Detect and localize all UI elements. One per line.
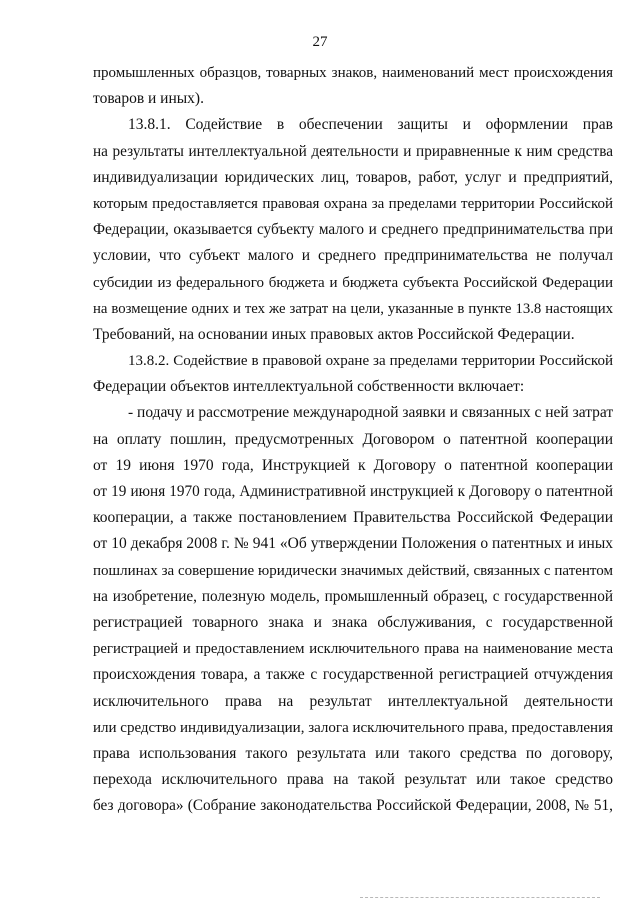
text-line: на возмещение одних и тех же затрат на цели, указанные в пункте 13.8 настоящих bbox=[93, 300, 613, 317]
page-number: 27 bbox=[312, 34, 328, 50]
text-line: Федерации объектов интеллектуальной собственности включает: bbox=[93, 378, 525, 396]
text-line: регистрацией товарного знака и знака обслуживания, с государственной bbox=[93, 613, 613, 631]
text-line: перехода исключительного права на такой результат или такое средство bbox=[93, 771, 613, 789]
text-line: кооперации, а также постановлением Правительства Российской Федерации bbox=[93, 509, 613, 527]
text-line: исключительного права на результат интеллектуальной деятельности bbox=[93, 692, 613, 710]
text-line: 13.8.1. Содействие в обеспечении защиты и оформлении прав bbox=[128, 116, 613, 134]
text-line: происхождения товара, а также с государственной регистрацией отчуждения bbox=[93, 666, 613, 684]
text-line: от 19 июня 1970 года, Административной инструкцией к Договору о патентной bbox=[93, 483, 613, 500]
text-line: которым предоставляется правовая охрана за пределами территории Российской bbox=[93, 195, 613, 212]
text-line: или средство индивидуализации, залога исключительного права, предоставления bbox=[93, 719, 613, 736]
text-line: от 10 декабря 2008 г. № 941 «Об утверждении Положения о патентных и иных bbox=[93, 535, 613, 553]
text-line: субсидии из федерального бюджета и бюджета субъекта Российской Федерации bbox=[93, 274, 613, 291]
text-line: Федерации, оказывается субъекту малого и среднего предпринимательства при bbox=[93, 221, 613, 239]
text-line: промышленных образцов, товарных знаков, наименований мест происхождения bbox=[93, 65, 613, 81]
text-line: на результаты интеллектуальной деятельности и приравненные к ним средства bbox=[93, 142, 613, 160]
text-line: пошлинах за совершение юридически значимых действий, связанных с патентом bbox=[93, 562, 613, 579]
scan-edge-line bbox=[360, 897, 600, 898]
text-line: на изобретение, полезную модель, промышленный образец, с государственной bbox=[93, 587, 613, 605]
text-line: на оплату пошлин, предусмотренных Договором о патентной кооперации bbox=[93, 430, 613, 448]
text-line: условии, что субъект малого и среднего предпринимательства не получал bbox=[93, 247, 613, 265]
document-body bbox=[93, 60, 613, 819]
text-line: Требований, на основании иных правовых актов Российской Федерации. bbox=[93, 325, 575, 343]
text-line: от 19 июня 1970 года, Инструкцией к Договору о патентной кооперации bbox=[93, 456, 613, 474]
text-line: без договора» (Собрание законодательства Российской Федерации, 2008, № 51, bbox=[93, 797, 613, 815]
text-line: индивидуализации юридических лиц, товаров, работ, услуг и предприятий, bbox=[93, 168, 613, 186]
text-line: права использования такого результата или такого средства по договору, bbox=[93, 744, 613, 762]
text-line: - подачу и рассмотрение международной заявки и связанных с ней затрат bbox=[128, 404, 614, 422]
text-line: 13.8.2. Содействие в правовой охране за пределами территории Российской bbox=[128, 353, 613, 370]
text-line: регистрацией и предоставлением исключительного права на наименование места bbox=[93, 641, 613, 658]
text-line: товаров и иных). bbox=[93, 90, 204, 108]
